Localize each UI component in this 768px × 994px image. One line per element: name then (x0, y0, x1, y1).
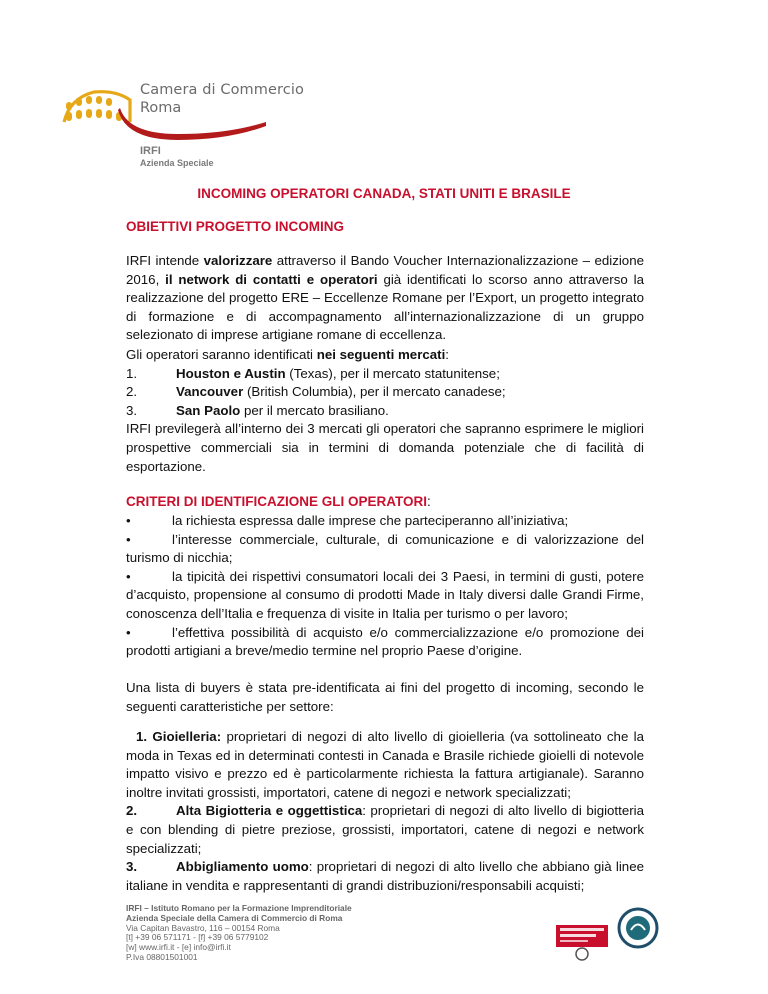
market-item (126, 365, 644, 384)
bold-span: valorizzare (203, 253, 273, 268)
text-span: : (445, 347, 449, 362)
item-number: 2. (126, 803, 138, 819)
bold-span: il network di contatti e operatori (165, 271, 378, 287)
list-item-text: l’interesse commerciale, culturale, di comunicazione e di valorizzazione del turismo di nicchia; (126, 531, 644, 566)
list-item (126, 624, 644, 661)
list-item-text: la tipicità dei rispettivi consumatori locali dei 3 Paesi, in termini di gusti, potere d’acquisto, propensione al consumo di prodotti Made in Italy diversi dalle Grandi Firme, conoscenza dell’Italia e frequenza di visite in Italia per turismo o per lavoro; (126, 568, 644, 621)
bold-span: Gioielleria: (152, 729, 222, 744)
text-span: per il mercato brasiliano. (240, 402, 389, 418)
unit-name: IRFI (140, 145, 161, 157)
markets-closing: IRFI previlegerà all’interno dei 3 mercati gli operatori che sapranno esprimere le migliori prospettive commerciali sia in termini di domanda potenziale che di facilità di esportazione. (126, 421, 644, 474)
bold-span: Alta Bigiotteria e oggettistica (176, 803, 363, 819)
footer-contact (126, 904, 352, 963)
text-span: (British Columbia), per il mercato canadese; (243, 384, 506, 400)
bullet-icon: • (126, 531, 131, 547)
buyers-intro: Una lista di buyers è stata pre-identificata ai fini del progetto di incoming, secondo le seguenti caratteristiche per settore: (126, 680, 644, 714)
list-item (126, 512, 644, 531)
list-item (126, 531, 644, 568)
heading-colon: : (427, 494, 431, 509)
org-name-line2: Roma (140, 100, 182, 116)
footer-line: Via Capitan Bavastro, 116 – 00154 Roma (126, 922, 280, 933)
org-name-line1: Camera di Commercio (140, 82, 304, 98)
text-span: IRFI intende (126, 253, 204, 268)
sectors-list (126, 728, 644, 895)
list-item-text: la richiesta espressa dalle imprese che parteciperanno all’iniziativa; (172, 513, 569, 528)
accredia-seal-icon (617, 907, 659, 949)
footer-line: Azienda Speciale della Camera di Commercio di Roma (126, 912, 343, 923)
markets-intro (126, 346, 644, 365)
list-item (126, 568, 644, 624)
item-number: 1. (136, 729, 148, 744)
text-span: : proprietari di negozi di alto livello di bigiotteria e con blending di pietre preziose, grossisti, importatori, catene di negozi e network specializzati; (126, 803, 644, 856)
text-span: : proprietari di negozi di alto livello che abbiano già linee italiane in vendita e rappresentanti di grandi distribuzioni/responsabili acquisti; (126, 859, 644, 893)
footer-line: IRFI – Istituto Romano per la Formazione Imprenditoriale (126, 903, 352, 913)
item-number: 3. (126, 859, 138, 875)
markets-block (126, 346, 644, 476)
list-item-text: l’effettiva possibilità di acquisto e/o commercializzazione e/o promozione dei prodotti artigiani a breve/medio termine nel proprio Paese d’origine. (126, 624, 644, 659)
item-number: 2. (126, 384, 138, 400)
item-number: 3. (126, 402, 138, 418)
bold-span: San Paolo (176, 402, 241, 418)
document-title: INCOMING OPERATORI CANADA, STATI UNITI E BRASILE (197, 186, 571, 201)
market-item (126, 383, 644, 402)
item-number: 1. (126, 365, 138, 381)
objectives-paragraph (126, 252, 644, 345)
text-span: (Texas), per il mercato statunitense; (285, 365, 500, 381)
unit-subtitle: Azienda Speciale (140, 158, 214, 168)
bullet-icon: • (126, 624, 131, 640)
text-span: Gli operatori saranno identificati (126, 347, 317, 362)
bullet-icon: • (126, 513, 131, 528)
sector-item (126, 858, 644, 895)
bold-span: Abbigliamento uomo (176, 859, 309, 875)
market-item (126, 402, 644, 421)
bold-span: Vancouver (176, 384, 244, 400)
criteria-list (126, 512, 644, 661)
bullet-icon: • (126, 568, 131, 584)
text-span: attraverso il Bando Voucher Internazionalizzazione – edizione 2016, (126, 253, 644, 287)
section-heading-criteria (126, 494, 431, 509)
text-span: proprietari di negozi di alto livello di gioielleria (va sottolineato che la moda in Texas ed in determinati contesti in Canada e Brasile richiede gioielli di notevole impatto visivo e prezzo ed è particolarmente richiesta la fattura artigianale). Saranno inoltre invitati grossisti, importatori, catene di negozi e network specializzati; (126, 729, 645, 800)
footer-line: [w] www.irfi.it - [e] info@irfi.it (126, 942, 231, 953)
footer-line: [t] +39 06 571171 - [f] +39 06 5779102 (126, 932, 269, 943)
bureau-veritas-cert-icon (556, 913, 608, 961)
sector-item (126, 802, 644, 858)
bold-span: Houston e Austin (176, 365, 286, 381)
footer-line: P.Iva 08801501001 (126, 951, 198, 962)
sector-item (126, 728, 644, 802)
section-heading-objectives: OBIETTIVI PROGETTO INCOMING (126, 219, 345, 234)
text-span: già identificati lo scorso anno attraverso la realizzazione del progetto ERE – Eccellenze Romane per l’Export, un progetto integrato di formazione e di accompagnamento all’internazionalizzazione di un gruppo selezionato di imprese artigiane romane di eccellenza. (126, 271, 644, 343)
heading-text: CRITERI DI IDENTIFICAZIONE GLI OPERATORI (126, 494, 428, 509)
bold-span: nei seguenti mercati (316, 347, 446, 362)
